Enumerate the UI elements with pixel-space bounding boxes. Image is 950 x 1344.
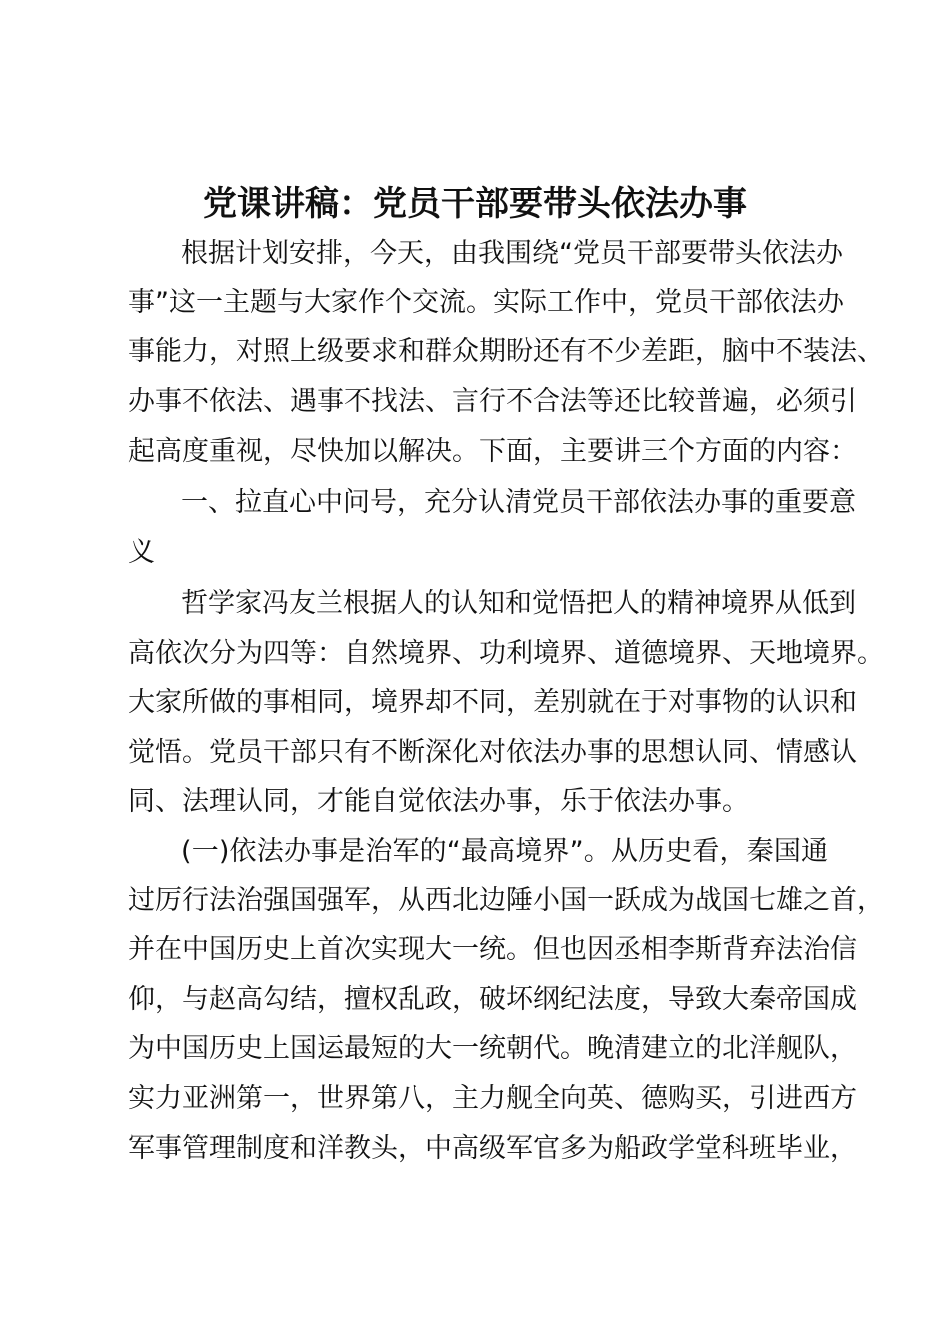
paragraph-line: 仰，与赵高勾结，擅权乱政，破坏纲纪法度，导致大秦帝国成 bbox=[128, 984, 857, 1015]
paragraph-line: 大家所做的事相同，境界却不同，差别就在于对事物的认识和 bbox=[128, 687, 857, 718]
paragraph-line: 根据计划安排，今天，由我围绕“党员干部要带头依法办 bbox=[181, 238, 843, 269]
paragraph-line: 军事管理制度和洋教头，中高级军官多为船政学堂科班毕业， bbox=[128, 1133, 857, 1164]
paragraph-line: 事”这一主题与大家作个交流。实际工作中，党员干部依法办 bbox=[128, 287, 844, 318]
document-title: 党课讲稿：党员干部要带头依法办事 bbox=[203, 184, 747, 224]
section-heading-line: 义 bbox=[128, 537, 155, 568]
paragraph-line: 并在中国历史上首次实现大一统。但也因丞相李斯背弃法治信 bbox=[128, 934, 857, 965]
section-heading-line: 一、拉直心中问号，充分认清党员干部依法办事的重要意 bbox=[181, 487, 856, 518]
paragraph-line: 觉悟。党员干部只有不断深化对依法办事的思想认同、情感认 bbox=[128, 737, 857, 768]
paragraph-line: 起高度重视，尽快加以解决。下面，主要讲三个方面的内容： bbox=[128, 436, 857, 467]
paragraph-line: 实力亚洲第一，世界第八，主力舰全向英、德购买，引进西方 bbox=[128, 1083, 857, 1114]
paragraph-line: 为中国历史上国运最短的大一统朝代。晚清建立的北洋舰队， bbox=[128, 1033, 857, 1064]
paragraph-line: 高依次分为四等：自然境界、功利境界、道德境界、天地境界。 bbox=[128, 638, 884, 669]
paragraph-line: 事能力，对照上级要求和群众期盼还有不少差距，脑中不装法、 bbox=[128, 336, 884, 367]
paragraph-line: 办事不依法、遇事不找法、言行不合法等还比较普遍，必须引 bbox=[128, 386, 857, 417]
paragraph-line: 同、法理认同，才能自觉依法办事，乐于依法办事。 bbox=[128, 786, 749, 817]
paragraph-line: 过厉行法治强国强军，从西北边陲小国一跃成为战国七雄之首， bbox=[128, 885, 884, 916]
paragraph-line: 哲学家冯友兰根据人的认知和觉悟把人的精神境界从低到 bbox=[181, 588, 856, 619]
paragraph-line: (一)依法办事是治军的“最高境界”。从历史看，秦国通 bbox=[181, 836, 828, 867]
